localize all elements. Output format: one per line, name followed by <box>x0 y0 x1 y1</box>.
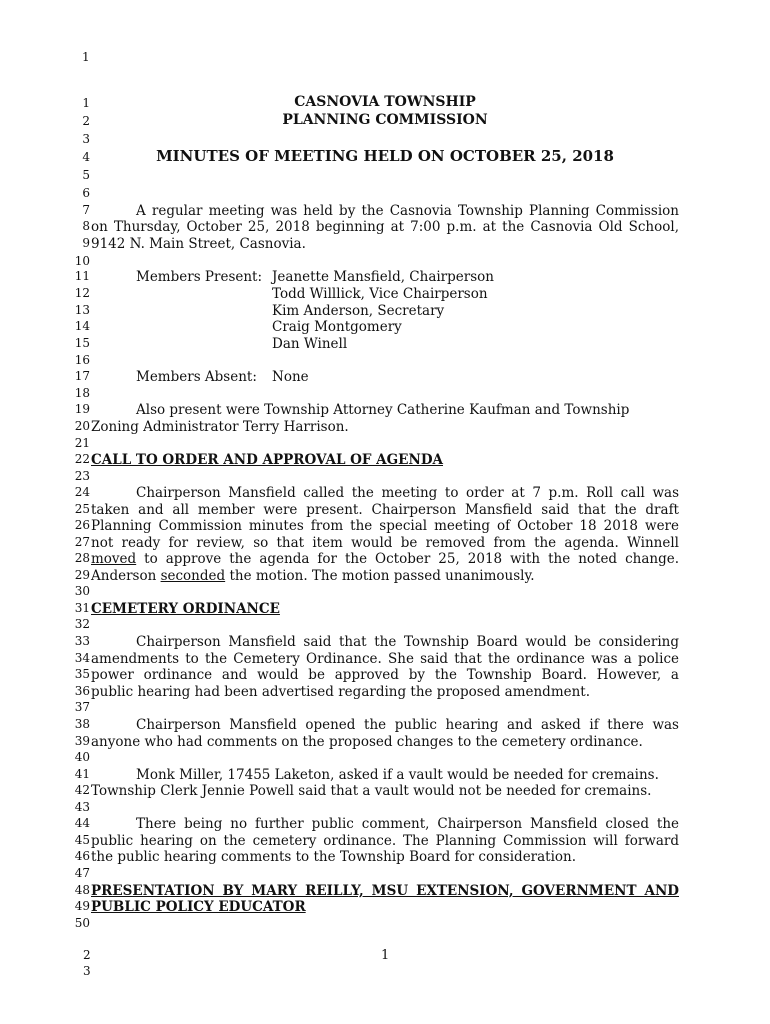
s1-line-25: taken and all member were present. Chairperson Mansfield said that the draft <box>91 502 679 518</box>
footer-left-top: 2 <box>83 948 91 962</box>
line-number: 48 <box>74 883 90 897</box>
line-number: 15 <box>74 336 90 350</box>
line-number: 26 <box>74 518 90 532</box>
line-number: 1 <box>82 96 90 110</box>
s1-line-28 <box>91 551 679 567</box>
member-2: Todd Willlick, Vice Chairperson <box>272 286 488 302</box>
s1-line-29-rest: the motion. The motion passed unanimously. <box>225 568 535 584</box>
s2-line-45: public hearing on the cemetery ordinance. The Planning Commission will forward <box>91 833 679 849</box>
heading-presentation-line-49: PUBLIC POLICY EDUCATOR <box>91 899 306 915</box>
line-number: 5 <box>82 168 90 182</box>
line-number: 34 <box>74 651 90 665</box>
line-number: 33 <box>74 634 90 648</box>
members-absent-label: Members Absent: <box>136 369 257 385</box>
title-commission: PLANNING COMMISSION <box>282 112 488 128</box>
line-number: 36 <box>74 684 90 698</box>
line-number: 19 <box>74 402 90 416</box>
line-number: 43 <box>74 800 90 814</box>
line-number: 35 <box>74 667 90 681</box>
also-present-line-19: Also present were Township Attorney Catherine Kaufman and Township <box>136 402 630 418</box>
line-number: 4 <box>82 150 90 164</box>
line-number: 9 <box>82 236 90 250</box>
line-number: 18 <box>74 386 90 400</box>
s2-line-35: power ordinance and would be approved by the Township Board. However, a <box>91 667 679 683</box>
line-number: 42 <box>74 783 90 797</box>
heading-presentation-line-48: PRESENTATION BY MARY REILLY, MSU EXTENSION, GOVERNMENT AND <box>91 883 679 899</box>
line-number: 41 <box>74 767 90 781</box>
line-number: 20 <box>74 419 90 433</box>
line-number: 6 <box>82 186 90 200</box>
line-number: 11 <box>74 269 90 283</box>
s1-line-24: Chairperson Mansfield called the meeting to order at 7 p.m. Roll call was <box>136 485 679 501</box>
footer-page-number: 1 <box>381 948 390 963</box>
member-1: Jeanette Mansfield, Chairperson <box>272 269 494 285</box>
line-number: 23 <box>74 469 90 483</box>
s2-line-38: Chairperson Mansfield opened the public hearing and asked if there was <box>136 717 679 733</box>
line-number: 2 <box>82 114 90 128</box>
member-4: Craig Montgomery <box>272 319 402 335</box>
s2-line-39: anyone who had comments on the proposed changes to the cemetery ordinance. <box>91 734 643 750</box>
seconded-word: seconded <box>160 568 226 584</box>
intro-line-8: on Thursday, October 25, 2018 beginning at 7:00 p.m. at the Casnovia Old School, <box>91 219 679 235</box>
s2-line-44: There being no further public comment, Chairperson Mansfield closed the <box>136 816 679 832</box>
line-number: 30 <box>74 584 90 598</box>
s2-line-34: amendments to the Cemetery Ordinance. She said that the ordinance was a police <box>91 651 679 667</box>
title-township: CASNOVIA TOWNSHIP <box>294 94 476 110</box>
line-number: 21 <box>74 436 90 450</box>
s2-line-33: Chairperson Mansfield said that the Township Board would be considering <box>136 634 679 650</box>
line-number: 16 <box>74 353 90 367</box>
members-absent-value: None <box>272 369 309 385</box>
s1-line-26: Planning Commission minutes from the special meeting of October 18 2018 were <box>91 518 679 534</box>
intro-line-7: A regular meeting was held by the Casnovia Township Planning Commission <box>136 203 679 219</box>
line-number: 14 <box>74 319 90 333</box>
line-number: 50 <box>74 916 90 930</box>
line-number: 40 <box>74 750 90 764</box>
line-number: 37 <box>74 700 90 714</box>
s2-line-41: Monk Miller, 17455 Laketon, asked if a vault would be needed for cremains. <box>136 767 659 783</box>
line-number: 46 <box>74 849 90 863</box>
line-number: 28 <box>74 551 90 565</box>
line-number: 45 <box>74 833 90 847</box>
line-number: 39 <box>74 734 90 748</box>
s1-line-28-rest: to approve the agenda for the October 25, 2018 with the noted change. <box>136 551 679 567</box>
s1-line-29-pre: Anderson <box>91 568 161 584</box>
page-marker: 1 <box>82 50 90 64</box>
intro-line-9: 9142 N. Main Street, Casnovia. <box>91 236 306 252</box>
s2-line-46: the public hearing comments to the Township Board for consideration. <box>91 849 577 865</box>
line-number: 44 <box>74 816 90 830</box>
line-number: 17 <box>74 369 90 383</box>
heading-call-to-order: CALL TO ORDER AND APPROVAL OF AGENDA <box>91 452 443 468</box>
line-number: 7 <box>82 203 90 217</box>
line-number: 22 <box>74 452 90 466</box>
s1-line-29 <box>91 568 535 584</box>
line-number: 27 <box>74 535 90 549</box>
line-number: 25 <box>74 502 90 516</box>
heading-cemetery-ordinance: CEMETERY ORDINANCE <box>91 601 280 617</box>
line-number: 32 <box>74 617 90 631</box>
line-number: 10 <box>74 254 90 268</box>
line-number: 31 <box>74 601 90 615</box>
line-number: 13 <box>74 303 90 317</box>
line-number: 24 <box>74 485 90 499</box>
line-number: 38 <box>74 717 90 731</box>
member-3: Kim Anderson, Secretary <box>272 303 445 319</box>
footer-left-bottom: 3 <box>83 964 91 978</box>
line-number: 12 <box>74 286 90 300</box>
line-number: 47 <box>74 866 90 880</box>
s1-line-27: not ready for review, so that item would be removed from the agenda. Winnell <box>91 535 679 551</box>
line-number: 8 <box>82 219 90 233</box>
member-5: Dan Winell <box>272 336 348 352</box>
s2-line-36: public hearing had been advertised regarding the proposed amendment. <box>91 684 591 700</box>
members-present-label: Members Present: <box>136 269 263 285</box>
line-number: 3 <box>82 132 90 146</box>
moved-word: moved <box>91 551 137 567</box>
line-number: 49 <box>74 899 90 913</box>
title-minutes: MINUTES OF MEETING HELD ON OCTOBER 25, 2018 <box>156 147 614 165</box>
also-present-line-20: Zoning Administrator Terry Harrison. <box>91 419 349 435</box>
s2-line-42: Township Clerk Jennie Powell said that a vault would not be needed for cremains. <box>91 783 652 799</box>
line-number: 29 <box>74 568 90 582</box>
